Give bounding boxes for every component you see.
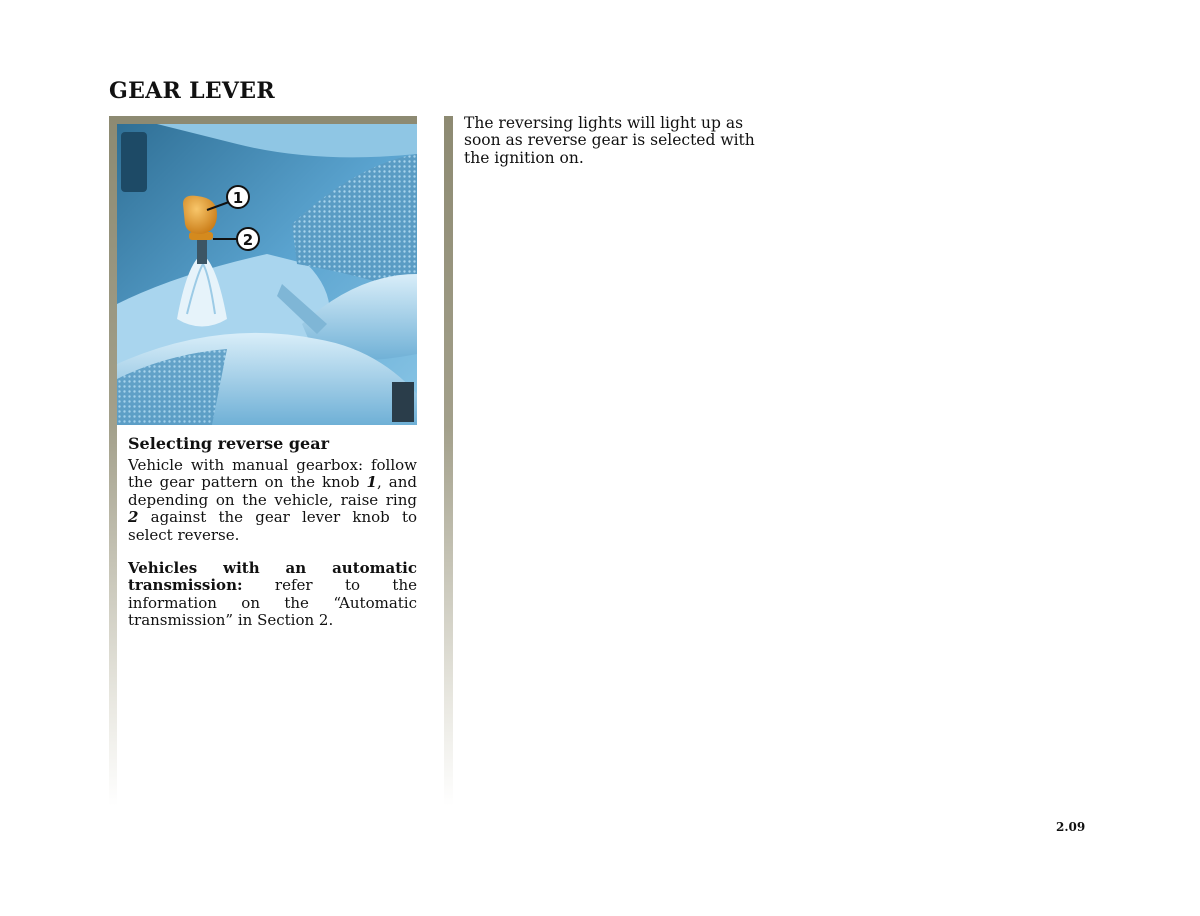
- section-heading: Selecting reverse gear: [128, 434, 330, 453]
- page-title: GEAR LEVER: [109, 78, 275, 104]
- automatic-transmission-paragraph: [128, 560, 417, 630]
- p1-text-b: , and depending on the vehicle, raise ring: [128, 473, 417, 509]
- manual-gearbox-paragraph: [128, 457, 417, 544]
- p2-bold-lead: Vehicles with an automatic transmission:: [128, 559, 417, 595]
- callout-1-label: 1: [232, 189, 244, 207]
- page-number: 2.09: [1056, 820, 1086, 834]
- left-margin-bar: [109, 116, 117, 806]
- p2-text: refer to the information on the “Automatic transmission” in Section 2.: [128, 576, 417, 630]
- knob-reference: 1: [366, 473, 377, 492]
- p1-text-c: against the gear lever knob to select reverse.: [128, 508, 417, 544]
- top-rule: [109, 116, 417, 124]
- gear-lever-photo: [117, 124, 417, 425]
- reversing-lights-paragraph: The reversing lights will light up as soon as reverse gear is selected with the ignition on.: [464, 114, 755, 167]
- callout-2-label: 2: [242, 231, 254, 249]
- p1-text-a: Vehicle with manual gearbox: follow the gear pattern on the knob: [128, 456, 417, 492]
- column-divider-bar: [444, 116, 453, 806]
- ring-reference: 2: [128, 508, 139, 527]
